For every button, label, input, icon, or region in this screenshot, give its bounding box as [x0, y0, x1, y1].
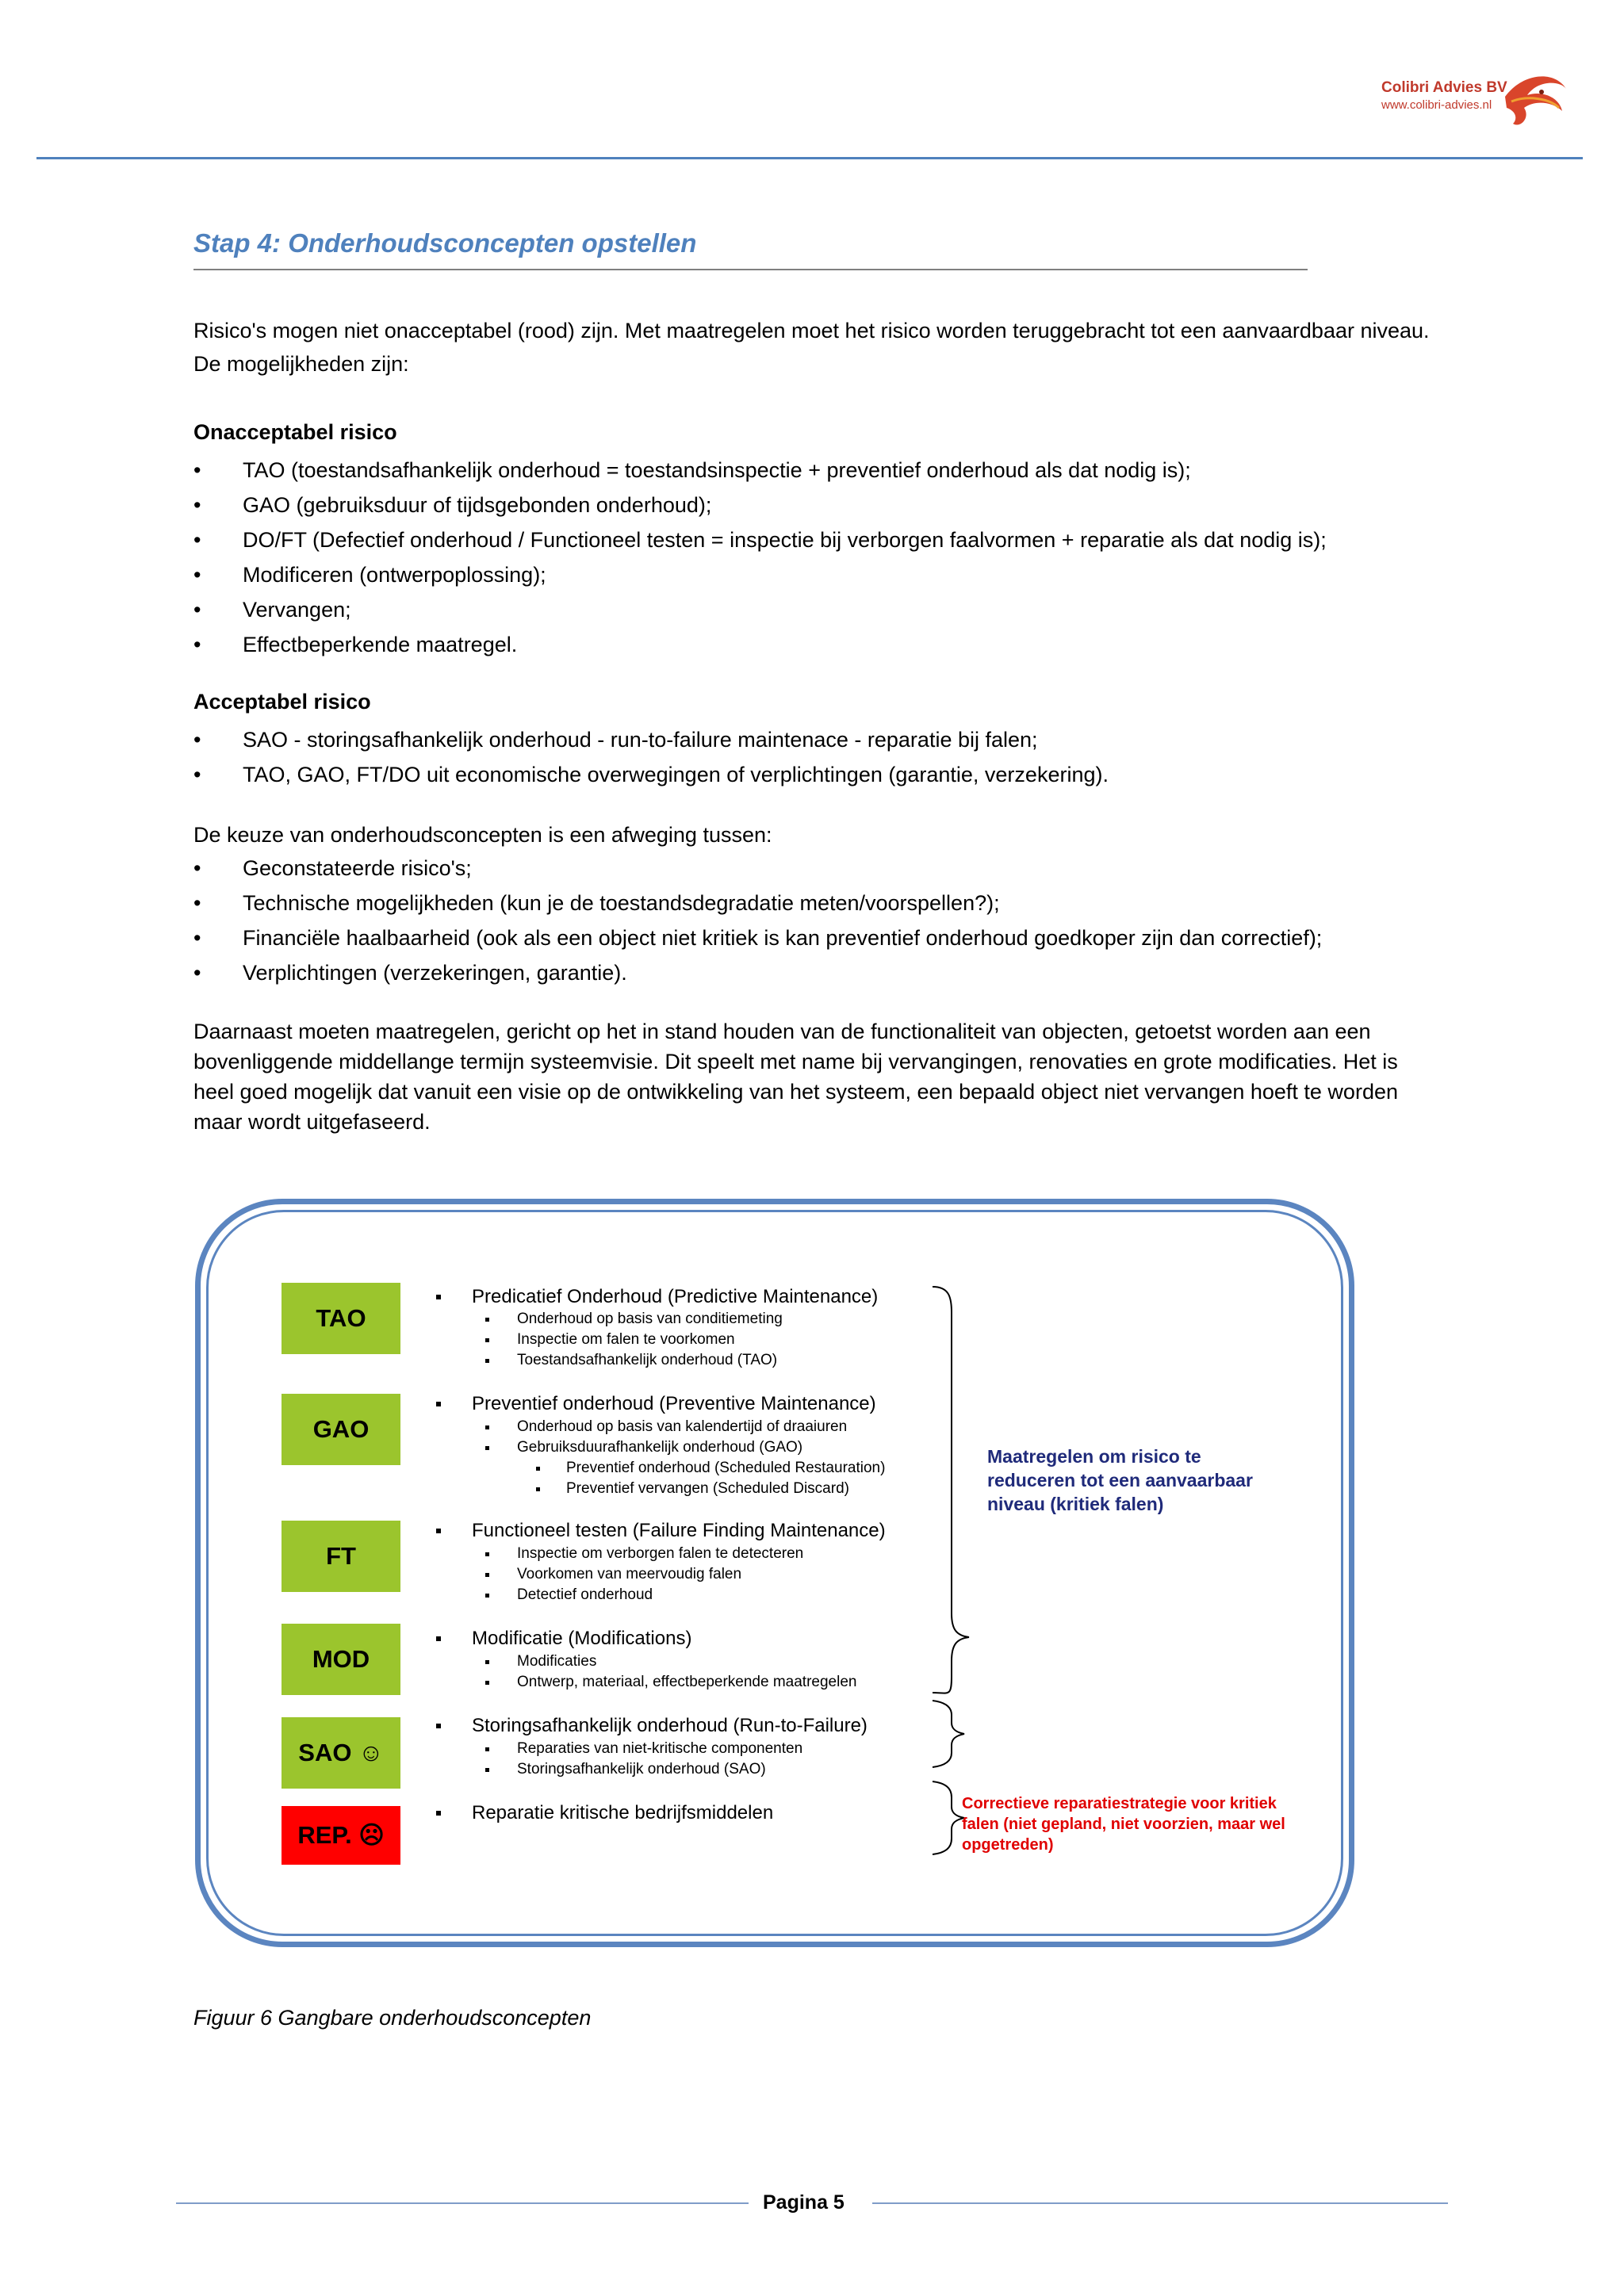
group-subsub: Preventief onderhoud (Scheduled Restauration): [566, 1460, 886, 1476]
group-sub: Inspectie om falen te voorkomen: [517, 1331, 735, 1348]
section-heading: Stap 4: Onderhoudsconcepten opstellen: [193, 228, 697, 258]
concept-box-mod: MOD: [282, 1624, 400, 1695]
group-sub: Modificaties: [517, 1653, 597, 1670]
group-title: Predicatief Onderhoud (Predictive Maintenance): [472, 1286, 879, 1307]
group-title: Storingsafhankelijk onderhoud (Run-to-Failure): [472, 1715, 868, 1736]
page-number: Pagina 5: [763, 2191, 845, 2214]
heading-rule: [193, 269, 1308, 270]
company-name: Colibri Advies BV: [1381, 79, 1507, 96]
group-sub: Reparaties van niet-kritische componenten: [517, 1740, 803, 1757]
choice-intro: De keuze van onderhoudsconcepten is een afweging tussen:: [193, 823, 772, 847]
figure-caption: Figuur 6 Gangbare onderhoudsconcepten: [193, 2006, 592, 2030]
company-url[interactable]: www.colibri-advies.nl: [1381, 98, 1492, 112]
bullet-square: [436, 1529, 441, 1533]
bullet-square: [436, 1402, 441, 1406]
bullet-square: [536, 1487, 540, 1491]
group-sub: Onderhoud op basis van conditiemeting: [517, 1311, 783, 1327]
group-sub: Toestandsafhankelijk onderhoud (TAO): [517, 1352, 778, 1368]
bullet-square: [485, 1359, 489, 1363]
group-title: Reparatie kritische bedrijfsmiddelen: [472, 1802, 774, 1823]
unacceptable-title: Onacceptabel risico: [193, 420, 397, 444]
bullet-square: [485, 1594, 489, 1598]
bullet-square: [485, 1318, 489, 1322]
risk-reduction-note: Maatregelen om risico te reduceren tot een aanvaarbaar niveau (kritiek falen): [987, 1446, 1253, 1514]
footer-rule-left: [176, 2202, 749, 2204]
bullet-square: [485, 1768, 489, 1772]
group-sub: Voorkomen van meervoudig falen: [517, 1566, 742, 1582]
bullet-square: [485, 1573, 489, 1577]
header-rule: [36, 157, 1583, 159]
bullet-square: [536, 1467, 540, 1471]
bullet-square: [485, 1446, 489, 1450]
corrective-strategy-note: Correctieve reparatiestrategie voor kritiek falen (niet gepland, niet voorzien, maar wel opgetreden): [962, 1795, 1285, 1854]
closing-paragraph: Daarnaast moeten maatregelen, gericht op het in stand houden van de functionaliteit van objecten, getoetst worden aan een bovenliggende middellange termijn systeemvisie. Dit speelt met name bij vervangingen, renovaties en grote modificaties. Het is heel goed mogelijk dat vanuit een visie op de ontwikkeling van het systeem, een bepaald object niet vervangen hoeft te worden maar wordt uitgefaseerd.: [193, 1020, 1398, 1134]
group-sub: Onderhoud op basis van kalendertijd of draaiuren: [517, 1418, 848, 1435]
bullet-square: [485, 1552, 489, 1556]
group-sub: Detectief onderhoud: [517, 1586, 653, 1603]
bullet-square: [436, 1295, 441, 1299]
concept-box-gao: GAO: [282, 1394, 400, 1465]
footer-rule-right: [872, 2202, 1448, 2204]
group-sub: Storingsafhankelijk onderhoud (SAO): [517, 1761, 766, 1777]
bullet-square: [485, 1425, 489, 1429]
bullet-square: [485, 1660, 489, 1664]
intro-paragraph: Risico's mogen niet onacceptabel (rood) zijn. Met maatregelen moet het risico worden teruggebracht tot een aanvaardbaar niveau. De mogelijkheden zijn:: [193, 319, 1430, 376]
bullet-square: [485, 1338, 489, 1342]
concept-box-tao: TAO: [282, 1283, 400, 1354]
group-title: Preventief onderhoud (Preventive Maintenance): [472, 1393, 876, 1414]
bullet-square: [485, 1747, 489, 1751]
bullet-square: [436, 1811, 441, 1816]
concept-box-ft: FT: [282, 1521, 400, 1592]
group-title: Modificatie (Modifications): [472, 1628, 692, 1649]
acceptable-title: Acceptabel risico: [193, 690, 371, 714]
group-title: Functioneel testen (Failure Finding Maintenance): [472, 1520, 886, 1541]
group-subsub: Preventief vervangen (Scheduled Discard): [566, 1480, 849, 1497]
concept-box-sao: SAO ☺: [282, 1717, 400, 1789]
bullet-square: [485, 1681, 489, 1685]
bullet-square: [436, 1724, 441, 1728]
group-sub: Inspectie om verborgen falen te detecteren: [517, 1545, 804, 1562]
concept-box-rep: REP. ☹: [282, 1806, 400, 1865]
bullet-square: [436, 1636, 441, 1641]
group-sub: Gebruiksduurafhankelijk onderhoud (GAO): [517, 1439, 803, 1456]
group-sub: Ontwerp, materiaal, effectbeperkende maatregelen: [517, 1674, 857, 1690]
